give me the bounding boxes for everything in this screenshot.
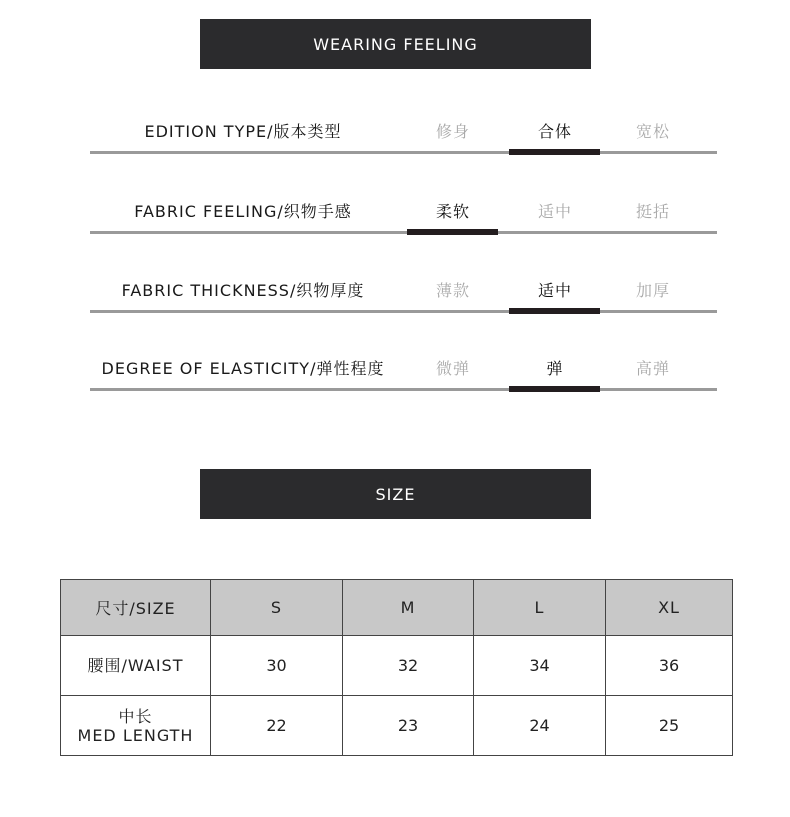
size-value-cell: 25 — [606, 696, 733, 756]
feeling-selected-marker — [509, 386, 600, 392]
size-table-header-row — [61, 580, 733, 636]
feeling-option-selected: 合体 — [537, 121, 572, 141]
feeling-row-edition-type — [0, 110, 790, 170]
feeling-scale-line — [90, 151, 717, 154]
feeling-scale-line — [90, 310, 717, 313]
size-value-cell: 22 — [211, 696, 343, 756]
feeling-option: 宽松 — [635, 121, 670, 141]
feeling-option: 加厚 — [635, 280, 670, 300]
size-value-cell: 36 — [606, 636, 733, 696]
feeling-option-selected: 柔软 — [435, 201, 470, 221]
size-banner — [200, 469, 591, 519]
size-table — [60, 579, 733, 756]
feeling-option-selected: 适中 — [537, 280, 572, 300]
size-value-cell: 32 — [343, 636, 474, 696]
feeling-row-label: FABRIC FEELING/织物手感 — [134, 201, 352, 221]
feeling-row-label: FABRIC THICKNESS/织物厚度 — [121, 280, 365, 300]
row-label-line-1: 中长 — [118, 706, 153, 726]
size-header-cell: L — [474, 580, 606, 636]
size-header-cell: 尺寸/SIZE — [61, 580, 211, 636]
row-label-waist: 腰围/WAIST — [61, 636, 211, 696]
feeling-option: 高弹 — [635, 358, 670, 378]
feeling-selected-marker — [509, 308, 600, 314]
table-row — [61, 696, 733, 756]
feeling-option: 薄款 — [435, 280, 470, 300]
feeling-scale-line — [90, 388, 717, 391]
feeling-option: 修身 — [435, 121, 470, 141]
feeling-option: 微弹 — [435, 358, 470, 378]
feeling-option: 挺括 — [635, 201, 670, 221]
wearing-feeling-banner — [200, 19, 591, 69]
row-label-med-length — [61, 696, 211, 756]
feeling-row-label: EDITION TYPE/版本类型 — [144, 121, 342, 141]
feeling-row-label: DEGREE OF ELASTICITY/弹性程度 — [101, 358, 385, 378]
feeling-option-selected: 弹 — [546, 358, 564, 378]
size-header-cell: S — [211, 580, 343, 636]
feeling-row-fabric-feeling — [0, 190, 790, 250]
table-row — [61, 636, 733, 696]
size-value-cell: 23 — [343, 696, 474, 756]
size-title: SIZE — [375, 484, 416, 504]
wearing-feeling-title: WEARING FEELING — [313, 34, 478, 54]
feeling-row-fabric-thickness — [0, 269, 790, 329]
feeling-option: 适中 — [537, 201, 572, 221]
feeling-row-elasticity — [0, 347, 790, 407]
size-value-cell: 30 — [211, 636, 343, 696]
size-header-cell: M — [343, 580, 474, 636]
row-label-line-2: MED LENGTH — [77, 725, 194, 745]
size-value-cell: 24 — [474, 696, 606, 756]
size-value-cell: 34 — [474, 636, 606, 696]
feeling-scale-line — [90, 231, 717, 234]
feeling-selected-marker — [407, 229, 498, 235]
size-header-cell: XL — [606, 580, 733, 636]
feeling-selected-marker — [509, 149, 600, 155]
